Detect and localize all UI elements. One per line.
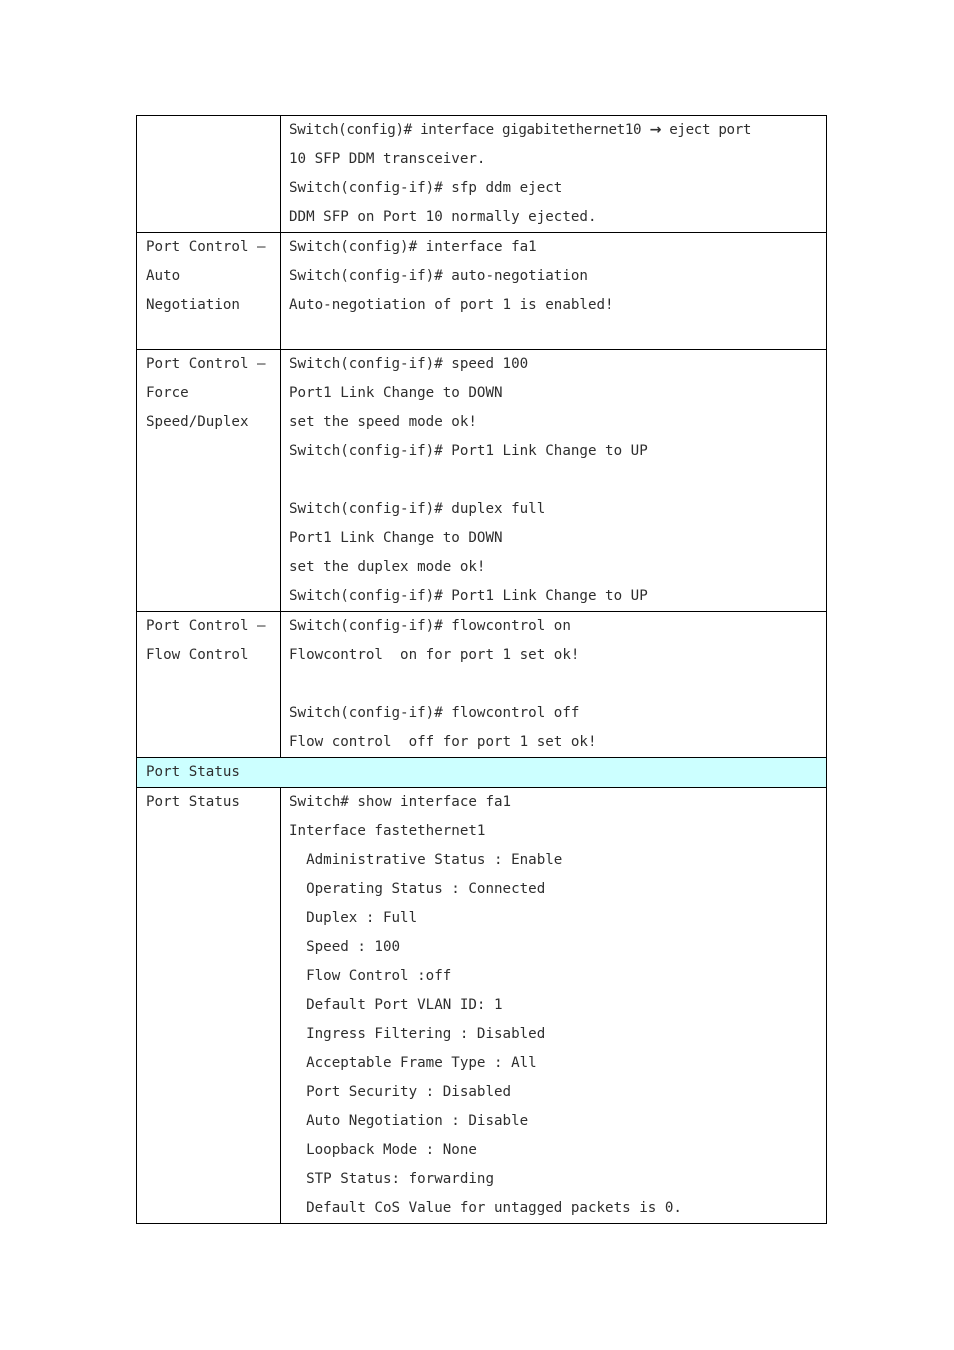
command-cell [281,116,827,233]
command-line: Auto Negotiation : Disable [289,1113,529,1129]
right-arrow-icon: → [649,122,661,138]
feature-label-cell [137,116,281,233]
command-line: Administrative Status : Enable [289,852,563,868]
command-line [289,466,822,495]
command-line: Switch(config)# interface fa1 [289,239,537,255]
command-line: Switch(config-if)# Port1 Link Change to UP [289,588,648,604]
cli-command-table [136,115,827,1224]
command-line: Default Port VLAN ID: 1 [289,997,503,1013]
command-line: Port1 Link Change to DOWN [289,530,503,546]
command-line: 10 SFP DDM transceiver. [289,151,486,167]
feature-label-cell [137,350,281,612]
command-line: Ingress Filtering : Disabled [289,1026,546,1042]
feature-label: Force [146,385,189,401]
command-line [289,670,822,699]
command-line: Default CoS Value for untagged packets is 0. [289,1200,682,1216]
command-line: DDM SFP on Port 10 normally ejected. [289,209,597,225]
command-line: Duplex : Full [289,910,418,926]
command-cell [281,788,827,1224]
command-line: Switch(config-if)# duplex full [289,501,546,517]
table-row [137,788,827,1224]
feature-label-cell [137,612,281,758]
command-line: Switch(config-if)# flowcontrol off [289,705,580,721]
command-line: Switch(config-if)# flowcontrol on [289,618,571,634]
command-line: Speed : 100 [289,939,401,955]
command-line: Acceptable Frame Type : All [289,1055,537,1071]
command-text: Switch(config)# interface gigabitethernet10 [289,122,642,138]
command-line: STP Status: forwarding [289,1171,494,1187]
table-row [137,612,827,758]
section-header-row [137,758,827,788]
feature-label: Auto [146,268,181,284]
feature-label: Port Control – [146,356,266,372]
feature-label: Flow Control [146,647,249,663]
command-line: set the duplex mode ok! [289,559,486,575]
command-line: Switch# show interface fa1 [289,794,512,810]
command-line [289,320,822,349]
command-line: set the speed mode ok! [289,414,477,430]
feature-label: Negotiation [146,297,240,313]
command-line: Operating Status : Connected [289,881,546,897]
section-header: Port Status [137,758,827,788]
command-line [289,116,822,145]
command-line: Flow Control :off [289,968,452,984]
command-line: Loopback Mode : None [289,1142,477,1158]
command-line: Switch(config-if)# sfp ddm eject [289,180,563,196]
command-line: Port1 Link Change to DOWN [289,385,503,401]
command-note: eject port [669,122,752,138]
command-line: Switch(config-if)# speed 100 [289,356,529,372]
feature-label: Port Control – [146,618,266,634]
table-row [137,116,827,233]
command-line: Flow control off for port 1 set ok! [289,734,597,750]
feature-label: Speed/Duplex [146,414,249,430]
feature-label: Port Control – [146,239,266,255]
command-line: Switch(config-if)# auto-negotiation [289,268,588,284]
table-row [137,350,827,612]
command-line: Auto-negotiation of port 1 is enabled! [289,297,614,313]
command-cell [281,350,827,612]
command-line: Switch(config-if)# Port1 Link Change to UP [289,443,648,459]
command-line: Flowcontrol on for port 1 set ok! [289,647,580,663]
command-line: Interface fastethernet1 [289,823,486,839]
command-cell [281,233,827,350]
feature-label-cell [137,233,281,350]
command-line: Port Security : Disabled [289,1084,512,1100]
command-cell [281,612,827,758]
feature-label-cell [137,788,281,1224]
feature-label: Port Status [146,794,240,810]
table-row [137,233,827,350]
